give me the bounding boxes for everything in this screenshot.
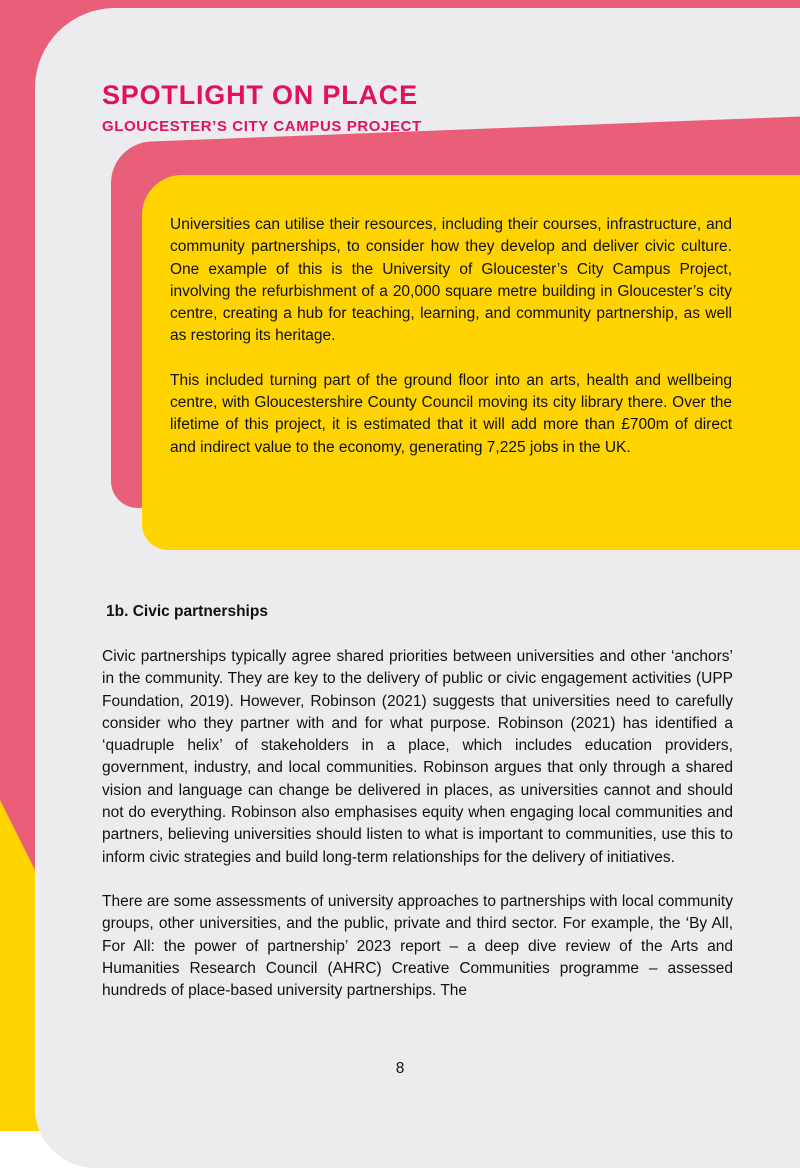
callout-paragraph: Universities can utilise their resources, including their courses, infrastructure, and community partnerships, to consider how they develop and deliver civic culture. One example of this is the University of Gloucester’s City Campus Project, involving the refurbishment of a 20,000 square metre building in Gloucester’s city centre, creating a hub for teaching, learning, and community partnership, as well as restoring its heritage. [170, 216, 732, 345]
page-title: SPOTLIGHT ON PLACE [102, 80, 418, 110]
section-heading: 1b. Civic partnerships [106, 603, 268, 620]
body-paragraph: There are some assessments of university approaches to partnerships with local community groups, other universities, and the public, private and third sector. For example, the ‘By All, For All: the power of partnership’ 2023 report – a deep dive review of the Arts and Humanities Research Council (AHRC) Creative Communities programme – assessed hundreds of place-based university partnerships. The [102, 892, 733, 1000]
page-number: 8 [395, 1060, 405, 1077]
body-paragraph: Civic partnerships typically agree shared priorities between universities and other ‘anchors’ in the community. They are key to the delivery of public or civic engagement activities (UPP Foundation, 2019). However, Robinson (2021) suggests that universities need to carefully consider who they partner with and for what purpose. Robinson (2021) has identified a ‘quadruple helix’ of stakeholders in a place, which includes education providers, government, industry, and local communities. Robinson argues that only through a shared vision and language can change be delivered in places, as universities cannot and should not do everything. Robinson also emphasises equity when engaging local communities and partners, believing universities should listen to what is important to communities, use this to inform civic strategies and build long-term relationships for the delivery of initiatives. [102, 648, 733, 866]
callout-text [170, 214, 732, 481]
section-body [102, 646, 733, 1024]
callout-paragraph: This included turning part of the ground floor into an arts, health and wellbeing centre, with Gloucestershire County Council moving its city library there. Over the lifetime of this project, it is estimated that it will add more than £700m of direct and indirect value to the economy, generating 7,225 jobs in the UK. [170, 371, 732, 456]
page-subtitle: GLOUCESTER’S CITY CAMPUS PROJECT [102, 118, 422, 135]
